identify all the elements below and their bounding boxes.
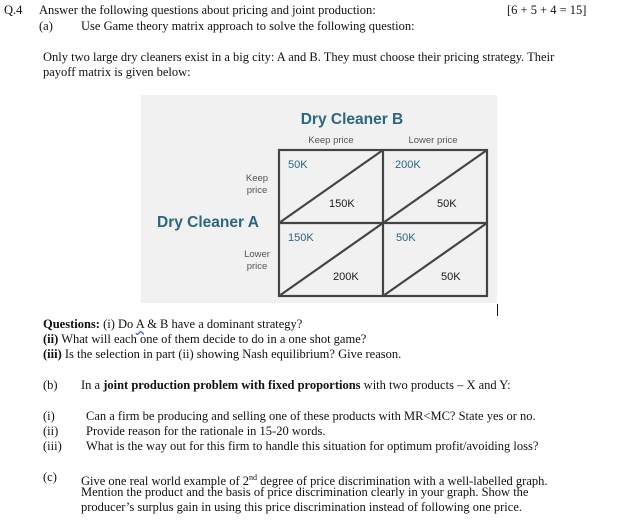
column-label-lower-price: Lower price (408, 135, 458, 146)
question-i-prefix: (i) Do (103, 317, 134, 331)
part-b-post: with two products – X and Y: (363, 378, 511, 392)
part-b-intro (81, 378, 511, 393)
questions-line-2 (43, 332, 366, 347)
player-a-title: Dry Cleaner A (157, 214, 259, 231)
cell-keep-lower-payoff-a: 200K (395, 159, 421, 171)
part-a-instruction: Use Game theory matrix approach to solve the following question: (81, 19, 415, 33)
question-iii-text: Is the selection in part (ii) showing Nash equilibrium? Give reason. (64, 347, 402, 361)
cell-lower-keep-payoff-a: 150K (288, 232, 314, 244)
questions-label: Questions: (43, 317, 100, 331)
payoff-matrix-figure (141, 95, 497, 303)
part-c-line-3: producer’s surplus gain in using this price discrimination instead of following one price. (81, 500, 523, 514)
payoff-matrix-diagram (141, 95, 497, 303)
cell-lower-lower-payoff-b: 50K (441, 271, 461, 283)
part-c-label: (c) (43, 470, 57, 484)
cell-lower-keep-payoff-b: 200K (333, 271, 359, 283)
question-iii-number: (iii) (43, 347, 62, 361)
text-cursor (497, 304, 498, 316)
cell-lower-lower-payoff-a: 50K (396, 232, 416, 244)
questions-line-1 (43, 317, 302, 332)
cell-keep-keep-payoff-a: 50K (288, 159, 308, 171)
row-label-keep-line2: price (246, 185, 268, 196)
marks-allocation: [6 + 5 + 4 = 15] (507, 3, 587, 17)
part-b-item-1-number: (i) (43, 409, 55, 423)
part-b-bold-phrase: joint production problem with fixed proportions (103, 378, 361, 392)
part-a-label: (a) (39, 19, 53, 33)
part-c-line-2: Mention the product and the basis of price discrimination clearly in your graph. Show the (81, 485, 529, 499)
column-label-keep-price: Keep price (308, 135, 354, 146)
scenario-line-2: payoff matrix is given below: (43, 65, 191, 79)
part-b-item-2-text: Provide reason for the rationale in 15-20 words. (86, 424, 326, 438)
row-label-lower-line2: price (246, 261, 268, 272)
part-c-pre: Give one real world example of 2 (81, 474, 249, 489)
row-label-keep-line1: Keep (245, 173, 269, 184)
part-b-item-2-number: (ii) (43, 424, 59, 438)
part-c-post: degree of price discrimination with a well-labelled graph. (260, 474, 548, 489)
part-c-superscript: nd (249, 473, 257, 482)
question-intro: Answer the following questions about pricing and joint production: (39, 3, 376, 17)
question-i-text: & B have a dominant strategy? (147, 317, 303, 331)
row-label-lower-line1: Lower (244, 249, 270, 260)
player-b-title: Dry Cleaner B (300, 111, 404, 128)
cell-keep-lower-payoff-b: 50K (437, 198, 457, 210)
cell-keep-keep-payoff-b: 150K (329, 198, 355, 210)
questions-line-3 (43, 347, 401, 362)
part-b-item-3-text: What is the way out for this firm to handle this situation for optimum profit/avoiding loss? (86, 439, 539, 453)
part-b-pre: In a (81, 378, 101, 392)
question-ii-number: (ii) (43, 332, 59, 346)
scenario-line-1: Only two large dry cleaners exist in a big city: A and B. They must choose their pricing strategy. Their (43, 50, 555, 64)
part-b-label: (b) (43, 378, 58, 392)
question-i-spellcheck-word: A (135, 317, 145, 331)
part-b-item-3-number: (iii) (43, 439, 62, 453)
part-b-item-1-text: Can a firm be producing and selling one of these products with MR<MC? State yes or no. (86, 409, 536, 423)
question-number: Q.4 (4, 3, 23, 17)
question-ii-text: What will each one of them decide to do in a one shot game? (61, 332, 367, 346)
